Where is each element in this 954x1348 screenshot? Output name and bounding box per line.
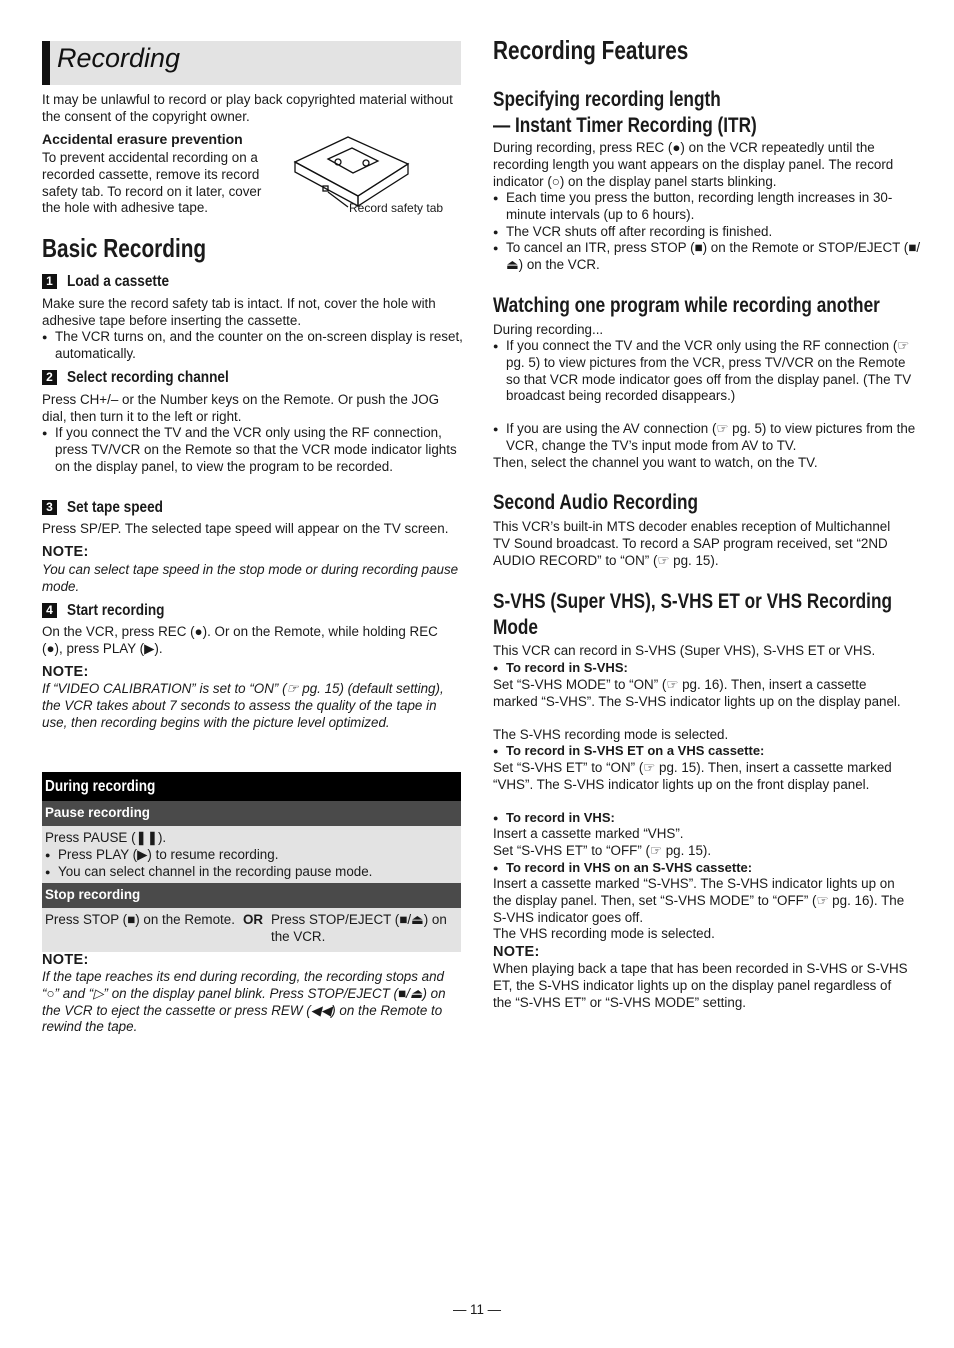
table-header-label: During recording (45, 778, 156, 795)
itr-bullet-1: ● Each time you press the button, recording length increases in 30-minute intervals (up to 6 hours). (493, 190, 923, 224)
step-3-text: Press SP/EP. The selected tape speed will appear on the TV screen. (42, 521, 449, 536)
page-number: — 11 — (452, 1302, 502, 1317)
step-1-text: Make sure the record safety tab is intact. If not, cover the hole with adhesive tape before inserting the cassette. (42, 296, 436, 328)
itr-title-line-1: Specifying recording length (493, 88, 721, 111)
svhs-title-line-2: Mode (493, 616, 538, 639)
svhs-case-4-tail: The VHS recording mode is selected. (493, 926, 715, 941)
stop-or-label: OR (242, 912, 264, 927)
svhs-note-label: NOTE: (493, 944, 540, 960)
step-2-number: 2 (42, 370, 57, 385)
step-1-number: 1 (42, 274, 57, 289)
stop-remote-text: Press STOP (■) on the Remote. (45, 912, 235, 927)
svhs-case-3-text: Insert a cassette marked “VHS”. (493, 826, 684, 841)
svhs-case-1-text: Set “S-VHS MODE” to “ON” (☞ pg. 16). Then, insert a cassette marked “S-VHS”. The S-VHS indicator lights up on the display panel. (493, 677, 901, 709)
itr-bullet-3: ● To cancel an ITR, press STOP (■) on the Remote or STOP/EJECT (■/⏏) on the VCR. (493, 240, 923, 274)
svhs-case-1-tail: The S-VHS recording mode is selected. (493, 727, 729, 742)
pause-line-2: ● Press PLAY (▶) to resume recording. (45, 847, 458, 864)
step-2-bullet: ● If you connect the TV and the VCR only using the RF connection, press TV/VCR on the Remote so that the VCR mode indicator lights on the display panel, to view the program to be recorded. (42, 425, 474, 475)
step-2-heading (42, 369, 257, 387)
watching-bullet-1: ● If you connect the TV and the VCR only using the RF connection (☞ pg. 5) to view pictures from the VCR, press TV/VCR on the Remote so that VCR mode indicator goes off from the display panel. (The TV broadcast being recorded disappears.) (493, 338, 923, 405)
svhs-case-4-head: ● To record in VHS on an S-VHS cassette: (493, 860, 923, 877)
watching-title: Watching one program while recording another (493, 294, 880, 317)
itr-title-line-2: — Instant Timer Recording (ITR) (493, 114, 757, 137)
step-3-note-label: NOTE: (42, 544, 89, 560)
end-note: If the tape reaches its end during recording, the recording stops and “○” and “▷” on the display panel blink. Press STOP/EJECT (■/⏏) on the VCR to eject the cassette or press REW (◀◀) on the Remote to rewind the tape. (42, 969, 446, 1035)
recording-banner (42, 41, 461, 85)
step-1-bullet: ● The VCR turns on, and the counter on the on-screen display is reset, automatically. (42, 329, 474, 363)
banner-title: Recording (57, 43, 181, 73)
sap-text: This VCR’s built-in MTS decoder enables reception of Multichannel TV Sound broadcast. To record a SAP program received, set “2ND AUDIO RECORD” to “ON” (☞ pg. 15). (493, 519, 891, 568)
svhs-case-1-head: ● To record in S-VHS: (493, 660, 923, 677)
step-3-note: You can select tape speed in the stop mode or during recording pause mode. (42, 562, 459, 594)
step-3-heading (42, 499, 180, 517)
watching-lead: During recording... (493, 322, 604, 337)
recording-features-title: Recording Features (493, 35, 689, 65)
itr-bullet-2: ● The VCR shuts off after recording is finished. (493, 224, 923, 241)
watching-tail: Then, select the channel you want to watch, on the TV. (493, 455, 818, 470)
svhs-intro: This VCR can record in S-VHS (Super VHS), S-VHS ET or VHS. (493, 643, 876, 658)
copyright-intro: It may be unlawful to record or play back copyrighted material without the consent of the copyright owner. (42, 92, 453, 124)
step-4-number: 4 (42, 603, 57, 618)
erasure-text: To prevent accidental recording on a recorded cassette, remove its record safety tab. To record on it later, cover the hole with adhesive tape. (42, 150, 262, 216)
figure-label: Record safety tab (349, 201, 444, 215)
sap-title: Second Audio Recording (493, 491, 699, 514)
svhs-case-3-head: ● To record in VHS: (493, 810, 923, 827)
step-2-title: Select recording channel (67, 369, 229, 386)
pause-recording-cell (42, 826, 461, 883)
step-4-note-label: NOTE: (42, 664, 89, 680)
during-recording-table (42, 772, 461, 952)
erasure-heading: Accidental erasure prevention (42, 131, 243, 147)
basic-recording-title: Basic Recording (42, 233, 207, 263)
step-4-title: Start recording (67, 602, 165, 619)
pause-line-3: ● You can select channel in the recording pause mode. (45, 864, 458, 881)
step-3-number: 3 (42, 500, 57, 515)
svhs-note: When playing back a tape that has been recorded in S-VHS or S-VHS ET, the S-VHS indicator lights up on the display panel regardless of the “S-VHS ET” or “S-VHS MODE” setting. (493, 961, 908, 1010)
step-1-heading (42, 273, 187, 291)
svhs-case-4-text: Insert a cassette marked “S-VHS”. The S-VHS indicator lights up on the display panel. Then, set “S-VHS MODE” to “OFF” (☞ pg. 16). The S-VHS indicator goes off. (493, 876, 905, 925)
banner-accent-bar (42, 41, 50, 85)
stop-recording-header: Stop recording (42, 883, 461, 908)
svhs-case-2-head: ● To record in S-VHS ET on a VHS cassette: (493, 743, 923, 760)
step-1-title: Load a cassette (67, 273, 170, 290)
step-4-text: On the VCR, press REC (●). Or on the Remote, while holding REC (●), press PLAY (▶). (42, 624, 438, 656)
step-4-note: If “VIDEO CALIBRATION” is set to “ON” (☞ pg. 15) (default setting), the VCR takes about 7 seconds to assess the quality of the tape in use, then recording begins with the picture level optimized. (42, 681, 444, 730)
svhs-title-line-1: S-VHS (Super VHS), S-VHS ET or VHS Recording (493, 590, 892, 613)
stop-recording-cell (42, 908, 461, 952)
pause-recording-header: Pause recording (42, 801, 461, 826)
step-3-title: Set tape speed (67, 499, 163, 516)
svhs-case-2-text: Set “S-VHS ET” to “ON” (☞ pg. 15). Then, insert a cassette marked “VHS”. The S-VHS indicator lights up on the front display panel. (493, 760, 892, 792)
pause-line-1: Press PAUSE (❚❚). (45, 830, 167, 845)
step-4-heading (42, 602, 182, 620)
svhs-case-3-tail: Set “S-VHS ET” to “OFF” (☞ pg. 15). (493, 843, 712, 858)
stop-vcr-text: Press STOP/EJECT (■/⏏) on the VCR. (271, 912, 447, 944)
watching-bullet-2: ● If you are using the AV connection (☞ pg. 5) to view pictures from the VCR, change the TV’s input mode from AV to TV. (493, 421, 923, 455)
step-2-text: Press CH+/– or the Number keys on the Remote. Or push the JOG dial, then turn it to the left or right. (42, 392, 440, 424)
end-note-label: NOTE: (42, 952, 89, 968)
itr-text: During recording, press REC (●) on the VCR repeatedly until the recording length you want appears on the display panel. The record indicator (○) on the display panel starts blinking. (493, 140, 894, 189)
table-header (42, 772, 461, 801)
